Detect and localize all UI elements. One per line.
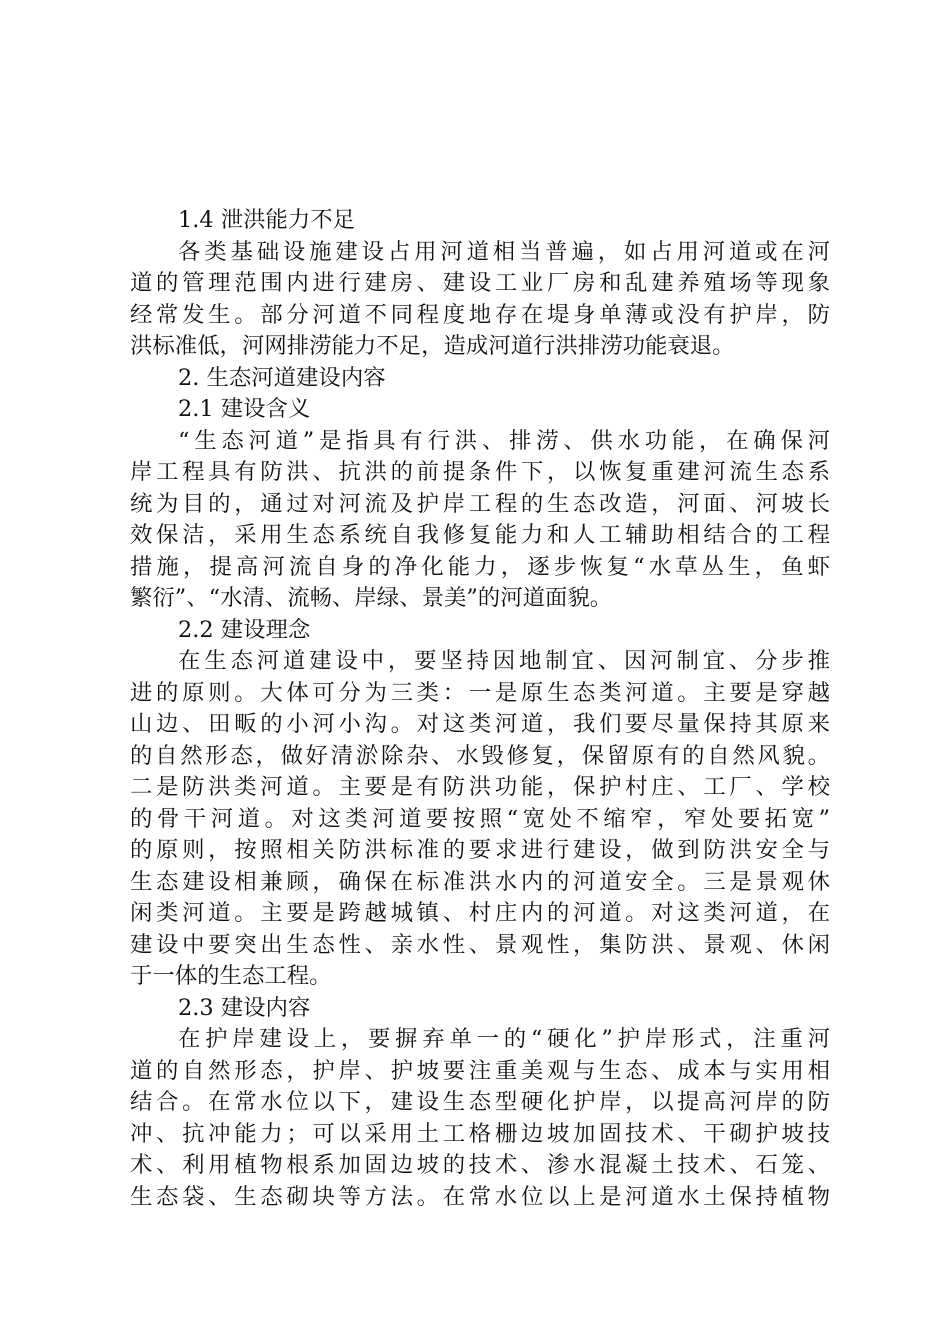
text-line: 的骨干河道。对这类河道要按照“宽处不缩窄，窄处要拓宽” xyxy=(130,805,830,832)
heading-1-4: 1.4 泄洪能力不足 xyxy=(178,207,356,233)
text-line: 经常发生。部分河道不同程度地存在堤身单薄或没有护岸，防 xyxy=(130,301,830,328)
heading-2: 2. 生态河道建设内容 xyxy=(178,364,386,391)
text-line: 洪标准低，河网排涝能力不足，造成河道行洪排涝功能衰退。 xyxy=(130,333,735,359)
heading-2-2: 2.2 建设理念 xyxy=(178,616,311,643)
text-line: 术、利用植物根系加固边坡的技术、渗水混凝土技术、石笼、 xyxy=(130,1152,830,1178)
text-line: 繁衍”、“水清、流畅、岸绿、景美”的河道面貌。 xyxy=(130,585,613,611)
heading-2-3: 2.3 建设内容 xyxy=(178,994,311,1021)
text-line: 各类基础设施建设占用河道相当普遍，如占用河道或在河 xyxy=(178,238,830,265)
text-line: 在护岸建设上，要摒弃单一的“硬化”护岸形式，注重河 xyxy=(178,1026,830,1052)
text-line: 冲、抗冲能力；可以采用土工格栅边坡加固技术、干砌护坡技 xyxy=(130,1120,830,1147)
text-line: 结合。在常水位以下，建设生态型硬化护岸，以提高河岸的防 xyxy=(130,1089,830,1115)
text-line: 的原则，按照相关防洪标准的要求进行建设，做到防洪安全与 xyxy=(130,837,830,863)
text-line: 生态袋、生态砌块等方法。在常水位以上是河道水土保持植物 xyxy=(130,1183,830,1210)
text-line: 措施，提高河流自身的净化能力，逐步恢复“水草丛生，鱼虾 xyxy=(130,553,830,580)
text-line: 建设中要突出生态性、亲水性、景观性，集防洪、景观、休闲 xyxy=(130,931,830,958)
text-line: 在生态河道建设中，要坚持因地制宜、因河制宜、分步推 xyxy=(178,648,830,674)
text-line: 的自然形态，做好清淤除杂、水毁修复，保留原有的自然风貌。 xyxy=(130,742,830,769)
text-line: “生态河道”是指具有行洪、排涝、供水功能，在确保河 xyxy=(178,427,830,454)
heading-2-1: 2.1 建设含义 xyxy=(178,396,311,422)
text-line: 道的自然形态，护岸、护坡要注重美观与生态、成本与实用相 xyxy=(130,1057,830,1084)
text-line: 生态建设相兼顾，确保在标准洪水内的河道安全。三是景观休 xyxy=(130,868,830,895)
text-line: 二是防洪类河道。主要是有防洪功能，保护村庄、工厂、学校 xyxy=(130,774,830,800)
text-line: 统为目的，通过对河流及护岸工程的生态改造，河面、河坡长 xyxy=(130,490,830,517)
document-body xyxy=(130,205,830,1213)
text-line: 效保洁，采用生态系统自我修复能力和人工辅助相结合的工程 xyxy=(130,522,830,548)
text-line: 进的原则。大体可分为三类：一是原生态类河道。主要是穿越 xyxy=(130,679,830,706)
text-line: 山边、田畈的小河小沟。对这类河道，我们要尽量保持其原来 xyxy=(130,711,830,737)
text-line: 岸工程具有防洪、抗洪的前提条件下，以恢复重建河流生态系 xyxy=(130,459,830,485)
text-line: 闲类河道。主要是跨越城镇、村庄内的河道。对这类河道，在 xyxy=(130,900,830,926)
text-line: 道的管理范围内进行建房、建设工业厂房和乱建养殖场等现象 xyxy=(130,270,830,296)
text-line: 于一体的生态工程。 xyxy=(130,963,332,989)
